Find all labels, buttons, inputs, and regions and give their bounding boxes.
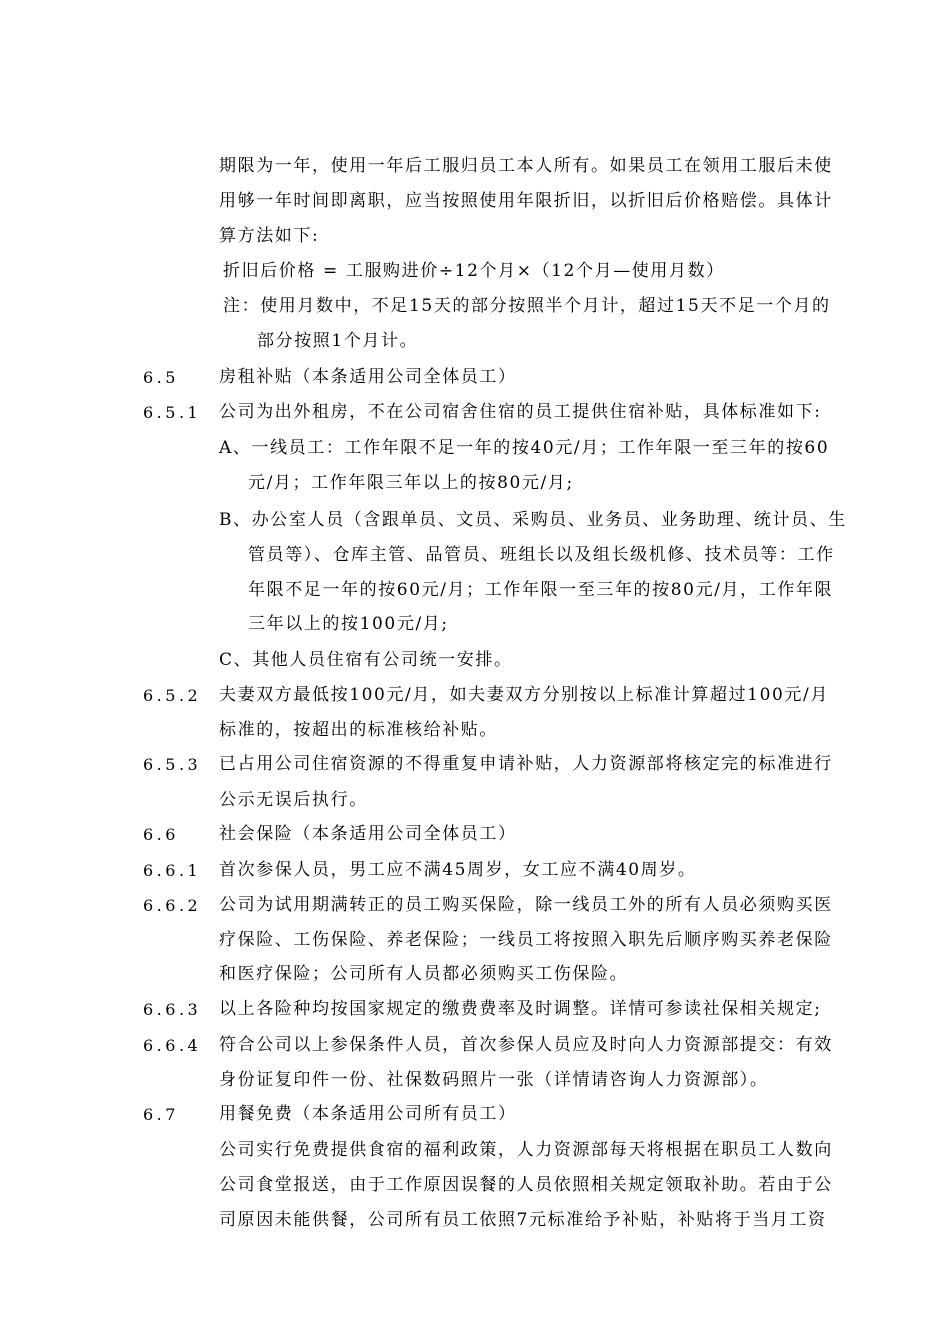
list-item-b: 管员等）、仓库主管、品管员、班组长以及组长级机修、技术员等：工作: [248, 545, 835, 565]
body-line: 以上各险种均按国家规定的缴费费率及时调整。详情可参读社保相关规定;: [219, 999, 822, 1019]
list-item-b: B、办公室人员（含跟单员、文员、采购员、业务员、业务助理、统计员、生: [219, 510, 847, 530]
body-line: 公司食堂报送，由于工作原因误餐的人员依照相关规定领取补助。若由于公: [219, 1175, 833, 1195]
body-line: 公司为试用期满转正的员工购买保险，除一线员工外的所有人员必须购买医: [219, 895, 833, 915]
section-number: 6.6.2: [143, 896, 202, 915]
section-number: 6.5.2: [143, 686, 202, 705]
section-number: 6.6: [143, 825, 179, 844]
note-line: 注：使用月数中，不足15天的部分按照半个月计，超过15天不足一个月的: [223, 296, 831, 316]
note-line: 部分按照1个月计。: [257, 331, 419, 351]
body-line: 夫妻双方最低按100元/月，如夫妻双方分别按以上标准计算超过100元/月: [219, 685, 829, 705]
body-line: 疗保险、工伤保险、养老保险；一线员工将按照入职先后顺序购买养老保险: [219, 930, 833, 950]
section-number: 6.6.1: [143, 861, 202, 880]
body-line: 司原因未能供餐，公司所有员工依照7元标准给予补贴，补贴将于当月工资: [219, 1210, 827, 1230]
section-number: 6.7: [143, 1105, 179, 1124]
body-line: 公司为出外租房，不在公司宿舍住宿的员工提供住宿补贴，具体标准如下:: [219, 402, 822, 422]
section-number: 6.6.3: [143, 1000, 202, 1019]
list-item-b: 三年以上的按100元/月;: [248, 614, 449, 634]
body-line: 符合公司以上参保条件人员，首次参保人员应及时向人力资源部提交：有效: [219, 1035, 833, 1055]
body-line: 已占用公司住宿资源的不得重复申请补贴，人力资源部将核定完的标准进行: [219, 754, 833, 774]
section-number: 6.5.1: [143, 403, 202, 422]
body-line: 公司实行免费提供食宿的福利政策，人力资源部每天将根据在职员工人数向: [219, 1140, 833, 1160]
body-line: 标准的，按超出的标准核给补贴。: [219, 720, 498, 740]
body-line: 用够一年时间即离职，应当按照使用年限折旧，以折旧后价格赔偿。具体计: [219, 191, 833, 211]
list-item-c: C、其他人员住宿有公司统一安排。: [219, 650, 513, 670]
body-line: 身份证复印件一份、社保数码照片一张（详情请咨询人力资源部）。: [219, 1070, 769, 1090]
section-title: 房租补贴（本条适用公司全体员工）: [219, 367, 517, 387]
list-item-a: A、一线员工：工作年限不足一年的按40元/月；工作年限一至三年的按60: [219, 438, 830, 458]
formula-line: 折旧后价格 = 工服购进价÷12个月×（12个月—使用月数）: [223, 261, 725, 281]
section-title: 用餐免费（本条适用公司所有员工）: [219, 1104, 517, 1124]
body-line: 算方法如下:: [219, 226, 320, 246]
body-line: 和医疗保险；公司所有人员都必须购买工伤保险。: [219, 964, 629, 984]
section-number: 6.6.4: [143, 1036, 202, 1055]
section-number: 6.5: [143, 368, 179, 387]
list-item-b: 年限不足一年的按60元/月；工作年限一至三年的按80元/月，工作年限: [248, 580, 834, 600]
list-item-a: 元/月；工作年限三年以上的按80元/月;: [248, 473, 574, 493]
section-title: 社会保险（本条适用公司全体员工）: [219, 824, 517, 844]
body-line: 首次参保人员，男工应不满45周岁，女工应不满40周岁。: [219, 860, 697, 880]
section-number: 6.5.3: [143, 755, 202, 774]
body-line: 公示无误后执行。: [219, 790, 368, 810]
body-line: 期限为一年，使用一年后工服归员工本人所有。如果员工在领用工服后未使: [219, 156, 833, 176]
